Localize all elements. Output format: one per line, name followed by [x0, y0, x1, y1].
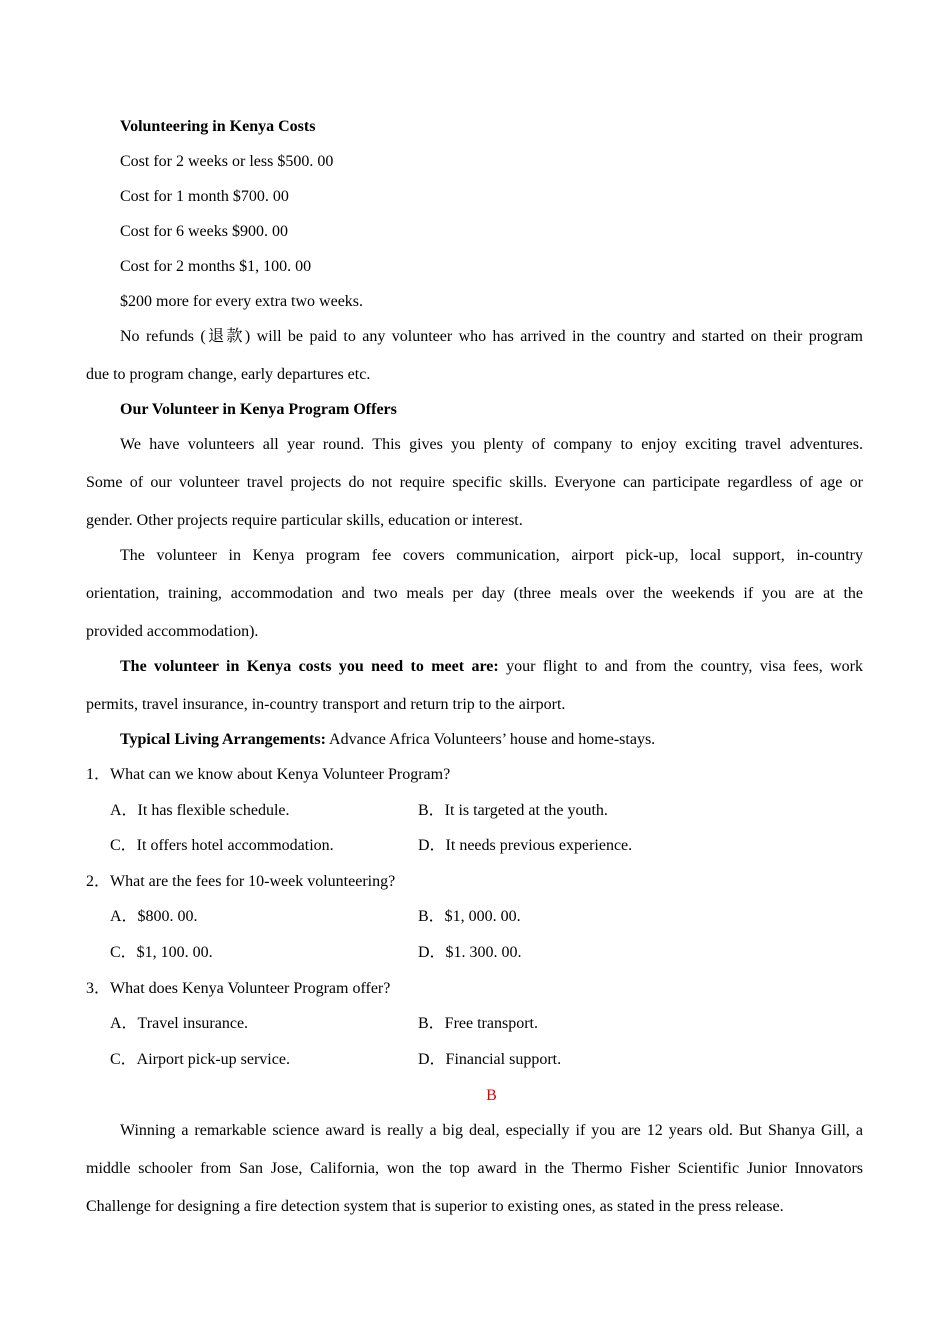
living-arrangements-label: Typical Living Arrangements: — [120, 731, 326, 748]
cost-item-2-months: Cost for 2 months $1, 100. 00 — [120, 258, 312, 275]
section-b-line-3: Challenge for designing a fire detection system that is superior to existing ones, as stated in the press release. — [86, 1198, 784, 1215]
question-3-option-a: A．Travel insurance. — [110, 1015, 249, 1032]
question-3-option-d: D．Financial support. — [418, 1051, 562, 1068]
question-1-option-b: B．It is targeted at the youth. — [418, 802, 608, 819]
section-b-line-2: middle schooler from San Jose, California, won the top award in the Thermo Fisher Scientific Junior Innovators — [86, 1160, 863, 1177]
cost-item-1-month: Cost for 1 month $700. 00 — [120, 188, 289, 205]
question-2-option-c: C．$1, 100. 00. — [110, 944, 213, 961]
offers-p2-line-1: The volunteer in Kenya program fee covers communication, airport pick-up, local support, in-country — [120, 547, 863, 564]
cost-item-6-weeks: Cost for 6 weeks $900. 00 — [120, 223, 288, 240]
section-b-label: B — [486, 1087, 497, 1104]
living-arrangements-text: Advance Africa Volunteers’ house and home-stays. — [325, 731, 656, 748]
cost-item-2-weeks: Cost for 2 weeks or less $500. 00 — [120, 153, 334, 170]
offers-p2-line-3: provided accommodation). — [86, 623, 259, 640]
costs-heading: Volunteering in Kenya Costs — [120, 118, 316, 135]
costs-to-meet-text: your flight to and from the country, visa fees, work — [498, 658, 863, 675]
section-b-line-1: Winning a remarkable science award is really a big deal, especially if you are 12 years old. But Shanya Gill, a — [120, 1122, 863, 1139]
question-1-stem: 1．What can we know about Kenya Volunteer Program? — [86, 766, 451, 783]
question-2-option-a: A．$800. 00. — [110, 908, 198, 925]
question-3-option-b: B．Free transport. — [418, 1015, 538, 1032]
offers-p2-line-2: orientation, training, accommodation and two meals per day (three meals over the weekends if you are at the — [86, 585, 863, 602]
living-arrangements — [120, 730, 655, 750]
offers-p1-line-1: We have volunteers all year round. This gives you plenty of company to enjoy exciting travel adventures. — [120, 436, 863, 453]
question-2-option-d: D．$1. 300. 00. — [418, 944, 522, 961]
offers-p3-line-1 — [120, 657, 863, 677]
refund-line-1: No refunds (退款) will be paid to any volunteer who has arrived in the country and started on their program — [120, 328, 863, 345]
costs-to-meet-label: The volunteer in Kenya costs you need to meet are: — [120, 658, 499, 675]
offers-p3-line-2: permits, travel insurance, in-country transport and return trip to the airport. — [86, 696, 566, 713]
question-1-option-c: C．It offers hotel accommodation. — [110, 837, 334, 854]
question-2-stem: 2．What are the fees for 10-week volunteering? — [86, 873, 396, 890]
offers-p1-line-2: Some of our volunteer travel projects do not require specific skills. Everyone can participate regardless of age or — [86, 474, 863, 491]
refund-line-2: due to program change, early departures etc. — [86, 366, 371, 383]
offers-p1-line-3: gender. Other projects require particular skills, education or interest. — [86, 512, 523, 529]
question-1-option-a: A．It has flexible schedule. — [110, 802, 290, 819]
question-1-option-d: D．It needs previous experience. — [418, 837, 633, 854]
question-3-option-c: C．Airport pick-up service. — [110, 1051, 290, 1068]
cost-item-extra: $200 more for every extra two weeks. — [120, 293, 364, 310]
offers-heading: Our Volunteer in Kenya Program Offers — [120, 401, 397, 418]
question-3-stem: 3．What does Kenya Volunteer Program offer? — [86, 980, 391, 997]
question-2-option-b: B．$1, 000. 00. — [418, 908, 521, 925]
